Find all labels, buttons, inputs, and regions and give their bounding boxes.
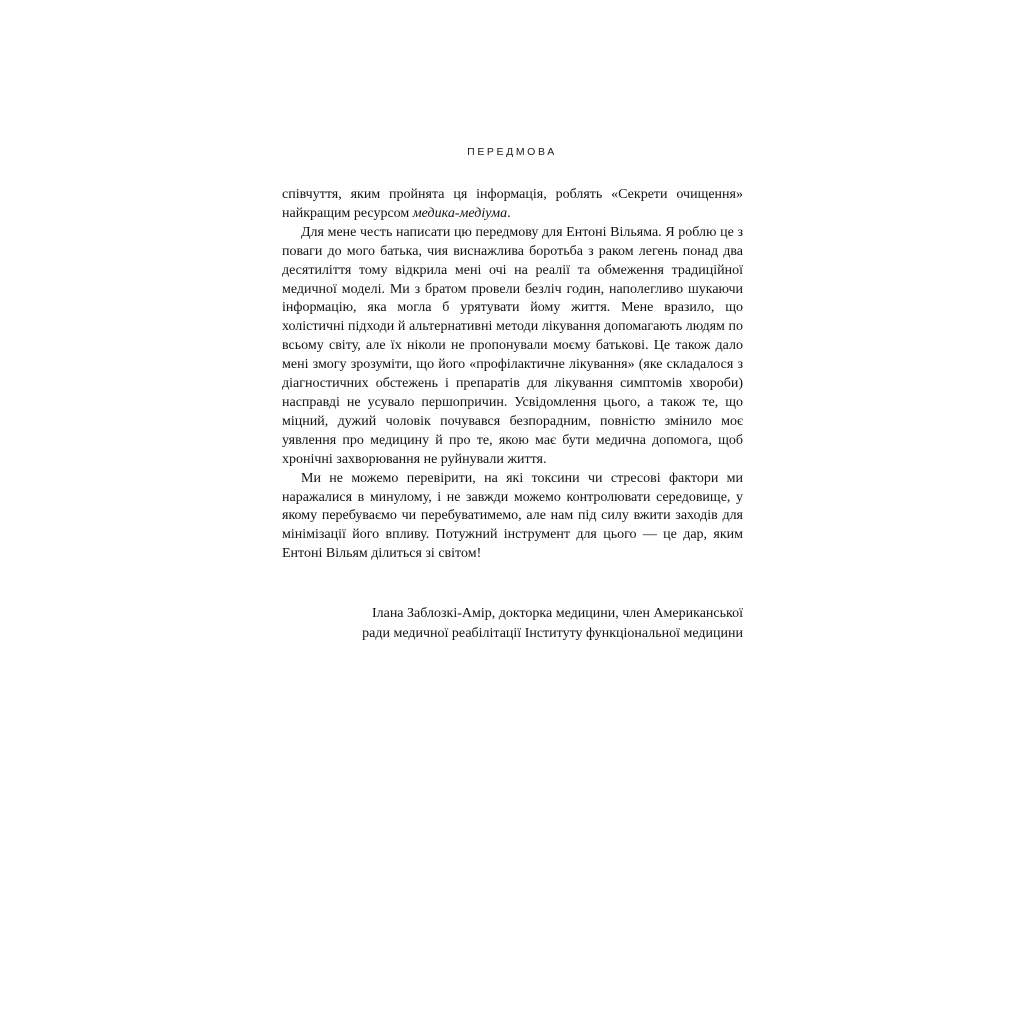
paragraph-father: Для мене честь написати цю передмову для Ентоні Вільяма. Я роблю це з поваги до мого батька, чия виснажлива боротьба з раком легень понад два десятиліття тому відкрила мені очі на реалії та обмеження традиційної медичної моделі. Ми з братом провели безліч годин, наполегливо шукаючи інформацію, яка могла б урятувати йому життя. Мене вразило, що холістичні підходи й альтернативні методи лікування допомагають людям по всьому світу, але їх ніколи не пропонували моєму батькові. Це також дало мені змогу зрозуміти, що його «профілактичне лікування» (яке складалося з діагностичних обстежень і препаратів для лікування симптомів хвороби) насправді не усувало першопричин. Усвідомлення цього, а також те, що міцний, дужий чоловік почувався безпорадним, повністю змінило моє уявлення про медицину й про те, якою має бути медична допомога, щоб хронічні захворювання не руйнували життя. (282, 224, 743, 467)
paragraph-continuation (282, 186, 743, 224)
paragraph-text: співчуття, яким пройнята ця інформація, роблять «Секрети очищення» найкращим ресурсом (282, 187, 743, 221)
emphasized-term: медика-медіума (412, 205, 508, 221)
body-text (282, 186, 743, 564)
signature-line-2: ради медичної реабілітації Інституту функціональної медицини (362, 625, 743, 641)
signature-block (282, 604, 743, 643)
paragraph-punctuation: . (507, 205, 511, 221)
running-head: ПЕРЕДМОВА (467, 146, 557, 158)
signature-line-1: Ілана Заблозкі-Амір, докторка медицини, член Американської (371, 606, 743, 621)
paragraph-toxins: Ми не можемо перевірити, на які токсини чи стресові фактори ми наражалися в минулому, і не завжди можемо контролювати середовище, у якому перебуваємо чи перебуватимемо, але нам під силу вжити заходів для мінімізації його впливу. Потужний інструмент для цього — це дар, яким Ентоні Вільям ділиться зі світом! (282, 470, 743, 562)
